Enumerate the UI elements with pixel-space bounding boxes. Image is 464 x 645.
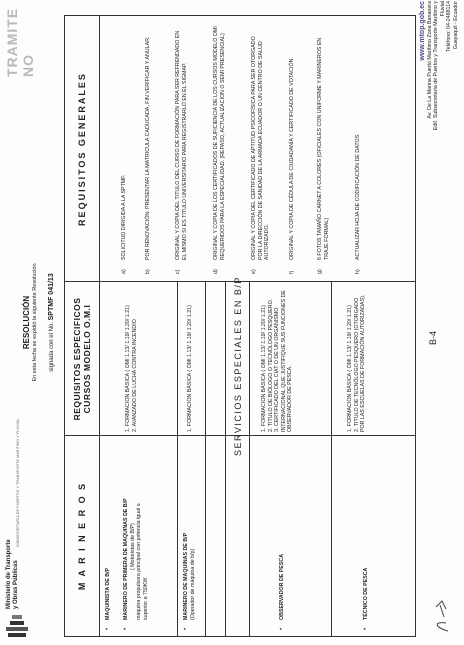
handwritten-signature [430, 587, 454, 635]
resolution-number: SPTMF 041/13 [48, 273, 55, 321]
resolution-intro: En esta fecha se expidió la siguiente Resolución [32, 263, 38, 382]
ministry-logo-icon [4, 611, 30, 639]
row-label: MARINERO DE MAQUINAS DE B/P [183, 532, 189, 620]
general-item-f: f) ORIGINAL Y COPIA DE CÉDULA DE CIUDADANÍA Y CERTIFICADO DE VOTACIÓN. [289, 57, 295, 274]
bullet: • [363, 627, 369, 630]
row-divider [205, 282, 206, 636]
specific-item: 2. AVANZADO DE LUCHA CONTRA INCENDIO [131, 319, 138, 432]
specific-item: 3. CERTIFICADO DEL CIAT O DE UN ORGANISMO INTERNACIONAL QUE JUSTIFIQUE SUS FUNCIONES DE OBSERVADOR DE PESCA. [274, 290, 294, 432]
general-item-c: c) ORIGINAL Y COPIA DEL TITULO DEL CURSO DE FORMACIÓN PARA SER REFRENDADO EN EL MISMO SI ES TITULO UNIVERSITARIO PARA REGISTRARLO EN EL SIGMAP. [175, 30, 188, 274]
footer-city: Guayaquil - Ecuador [452, 1, 459, 50]
bullet: • [105, 627, 111, 630]
page-number: B-4 [428, 330, 438, 345]
specific-item: 2. TITULO DE TECNÓLOGO PESQUERO (OTORGADO POR LAS ESCUELAS DE FORMACIÓN AUTORIZADAS). [353, 294, 367, 432]
specific-item: 1. FORMACION BÁSICA ( OMI 1.13/ 1.19/ 1.20/ 1.21) [347, 305, 353, 432]
row-observador [279, 440, 286, 630]
specific-item: 1. FORMACION BÁSICA ( OMI 1.13/ 1.19/ 1.20/ 1.21) [261, 305, 267, 432]
footer-phone: Teléfono: 04-2488114 [446, 1, 452, 52]
row-label: TÉCNICO DE PESCA [363, 567, 369, 620]
requirements-table [64, 15, 416, 637]
specific-item: 1. FORMACION BÁSICA ( OMI 1.13/ 1.19/ 1.20/ 1.21) [187, 305, 193, 432]
general-item-e: e) ORIGINAL Y COPIA DEL CERTIFICADO DE APTITUD PSICOFÍSICA PARA SER OTORGADO POR LA DIRECCIÓN DE SANIDAD DE LA ARMADA ECUADOR O UN CENTRO DE SALUD AUTORIZADO. [251, 36, 271, 274]
specific-group-2 [187, 286, 194, 432]
specific-group-1 [125, 286, 138, 432]
section-title: SERVICIOS ESPECIALES EN B/P [233, 276, 243, 456]
resolution-number-label: signada con el No. [49, 322, 55, 372]
resolution-title: RESOLUCIÓN [22, 295, 31, 350]
footer-office: Edif. Subsecretaría de Puertos y Transporte Marítimo y Fluvial [433, 1, 446, 131]
footer-contact [420, 1, 459, 137]
row-label: MAQUINISTA DE B/P [105, 567, 111, 620]
general-item-d: d) ORIGINAL Y COPIA DE LOS CERTIFICADOS DE SUFICIENCIA DE LOS CURSOS MODELO OMI REQUERIDOS PARA LA ESPECIALIDAD. (REPASO, ACTUALIZACION O SEMI PRESENCIAL) [213, 26, 226, 274]
row-tecnico [363, 440, 370, 630]
specific-group-4 [347, 286, 367, 432]
ministry-name: Ministerio de Transporte y Obras Públicas [6, 539, 19, 609]
specific-group-3 [261, 286, 294, 432]
tramite-stamp: TRAMITE NO [4, 7, 36, 77]
row-label: MARINERO DE PRIMERA DE MAQUINAS DE B/P [123, 498, 129, 620]
ministry-subtitle: SUBSECRETARÍA DE PUERTOS Y TRANSPORTE MARÍTIMO Y FLUVIAL [16, 418, 20, 547]
header-marineros: M A R I N E R O S [65, 436, 100, 636]
general-item-h: h) ACTUALIZAR HOJA DE CODIFICACIÓN DE DATOS [355, 134, 361, 274]
general-item-g: g) 6 FOTOS TAMAÑO CARNET A COLORES (OFICIALES CON UNIFORME Y MARINEROS EN TRAJE FORMAL) [317, 37, 330, 274]
row-sublabel: superior a 750KW [142, 577, 149, 620]
bullet: • [123, 627, 129, 630]
bullet: • [183, 627, 189, 630]
footer-url: www.mtop.gob.ec [419, 1, 426, 61]
specific-item: 2. TITULO DE BIÓLOGO O TECNÓLOGO PESQUERO. [267, 298, 274, 432]
general-item-a: a) SOLICITUD DIRIGIDA A LA SPTMF. [121, 174, 127, 274]
row-divider [331, 282, 332, 636]
specific-item: 1. FORMACION BÁSICA ( OMI 1.13/ 1.19/ 1.20/ 1.21) [125, 305, 131, 432]
row-divider [177, 282, 178, 636]
row-sublabel: ( Motoristas de B/P) [129, 523, 136, 570]
row-divider [225, 282, 226, 636]
bullet: • [279, 627, 285, 630]
header-general: REQUISITOS GENERALES [65, 16, 100, 282]
row-sublabel: (Operador de máquina de b/p) [189, 548, 196, 620]
row-label: OBSERVADOR DE PESCA [279, 553, 285, 620]
row-sublabel: máquina propulsora principal con potencia igual o [136, 503, 143, 620]
header-specific: REQUISITOS ESPECIFICOS CURSOS MODELO O.M.I [65, 282, 100, 436]
footer-address: Av. De La Marina Puerto Marítimo Zona Bananera [426, 1, 433, 119]
row-marinero-primera [123, 440, 149, 630]
row-marinero-maquinas [183, 440, 196, 630]
row-maquinista [105, 440, 112, 630]
resolution-number-line [48, 200, 55, 445]
row-divider [249, 282, 250, 636]
general-item-b: b) POR RENOVACIÓN: PRESENTAR LA MATRICULA CADUCADA, FIN VERIFICAR Y ANULAR. [145, 36, 151, 274]
